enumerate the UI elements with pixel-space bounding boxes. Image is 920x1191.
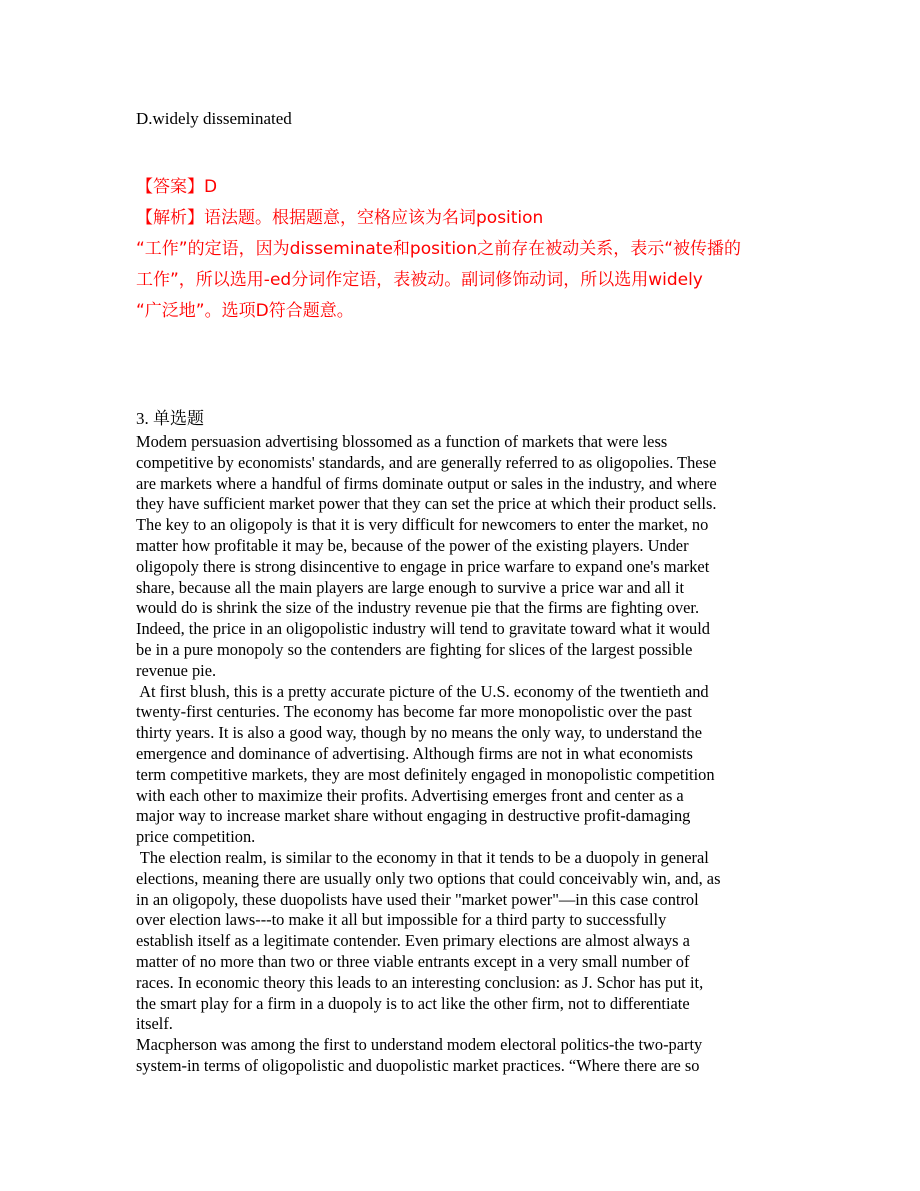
passage-line: the smart play for a firm in a duopoly is to act like the other firm, not to differentiate [136,993,690,1013]
option-d: D.widely disseminated [136,109,292,128]
passage-line: The election realm, is similar to the economy in that it tends to be a duopoly in general [136,847,709,867]
passage-line: major way to increase market share without engaging in destructive profit-damaging [136,806,691,826]
passage-line: share, because all the main players are large enough to survive a price war and all it [136,577,685,597]
passage-line: be in a pure monopoly so the contenders are fighting for slices of the largest possible [136,639,693,659]
reading-passage [136,432,796,1077]
passage-line: oligopoly there is strong disincentive to engage in price warfare to expand one's market [136,556,710,576]
answer-explanation-block [136,172,796,327]
passage-line: matter how profitable it may be, because of the power of the existing players. Under [136,535,689,555]
passage-line: emergence and dominance of advertising. Although firms are not in what economists [136,743,693,763]
passage-line: Modem persuasion advertising blossomed as a function of markets that were less [136,432,668,451]
passage-line: revenue pie. [136,660,217,680]
passage-line: Indeed, the price in an oligopolistic industry will tend to gravitate toward what it would [136,619,711,639]
passage-line: The key to an oligopoly is that it is very difficult for newcomers to enter the market, no [136,515,709,535]
passage-line: matter of no more than two or three viable entrants except in a very small number of [136,951,690,971]
passage-line: establish itself as a legitimate contender. Even primary elections are almost always a [136,931,690,951]
explanation-line: “工作”的定语，因为disseminate和position之前存在被动关系，表示“被传播的 [136,239,742,259]
passage-line: twenty-first centuries. The economy has become far more monopolistic over the past [136,702,692,722]
passage-line: would do is shrink the size of the industry revenue pie that the firms are fighting over. [136,598,700,618]
passage-line: Macpherson was among the first to understand modem electoral politics-the two-party [136,1035,703,1055]
passage-line: competitive by economists' standards, and are generally referred to as oligopolies. These [136,452,717,472]
passage-line: elections, meaning there are usually only two options that could conceivably win, and, as [136,868,721,888]
passage-line: At first blush, this is a pretty accurate picture of the U.S. economy of the twentieth and [136,681,709,701]
passage-line: with each other to maximize their profits. Advertising emerges front and center as a [136,785,684,805]
passage-line: thirty years. It is also a good way, though by no means the only way, to understand the [136,723,702,743]
passage-line: races. In economic theory this leads to an interesting conclusion: as J. Schor has put it, [136,972,704,992]
explanation-line: 【解析】语法题。根据题意，空格应该为名词position [136,208,544,228]
answer-line: 【答案】D [136,177,218,197]
passage-line: are markets where a handful of firms dominate output or sales in the industry, and where [136,473,717,493]
explanation-line: 工作”，所以选用-ed分词作定语，表被动。副词修饰动词，所以选用widely [136,270,703,290]
question-title: 3. 单选题 [136,409,204,428]
passage-line: system-in terms of oligopolistic and duopolistic market practices. “Where there are so [136,1055,700,1075]
question-block [136,408,796,1077]
passage-line: itself. [136,1014,173,1034]
passage-line: over election laws---to make it all but impossible for a third party to successfully [136,910,667,930]
explanation-line: “广泛地”。选项D符合题意。 [136,301,354,321]
passage-line: in an oligopoly, these duopolists have used their "market power"—in this case control [136,889,699,909]
passage-line: they have sufficient market power that they can set the price at which their product sells. [136,494,717,514]
passage-line: term competitive markets, they are most definitely engaged in monopolistic competition [136,764,715,784]
passage-line: price competition. [136,827,256,847]
